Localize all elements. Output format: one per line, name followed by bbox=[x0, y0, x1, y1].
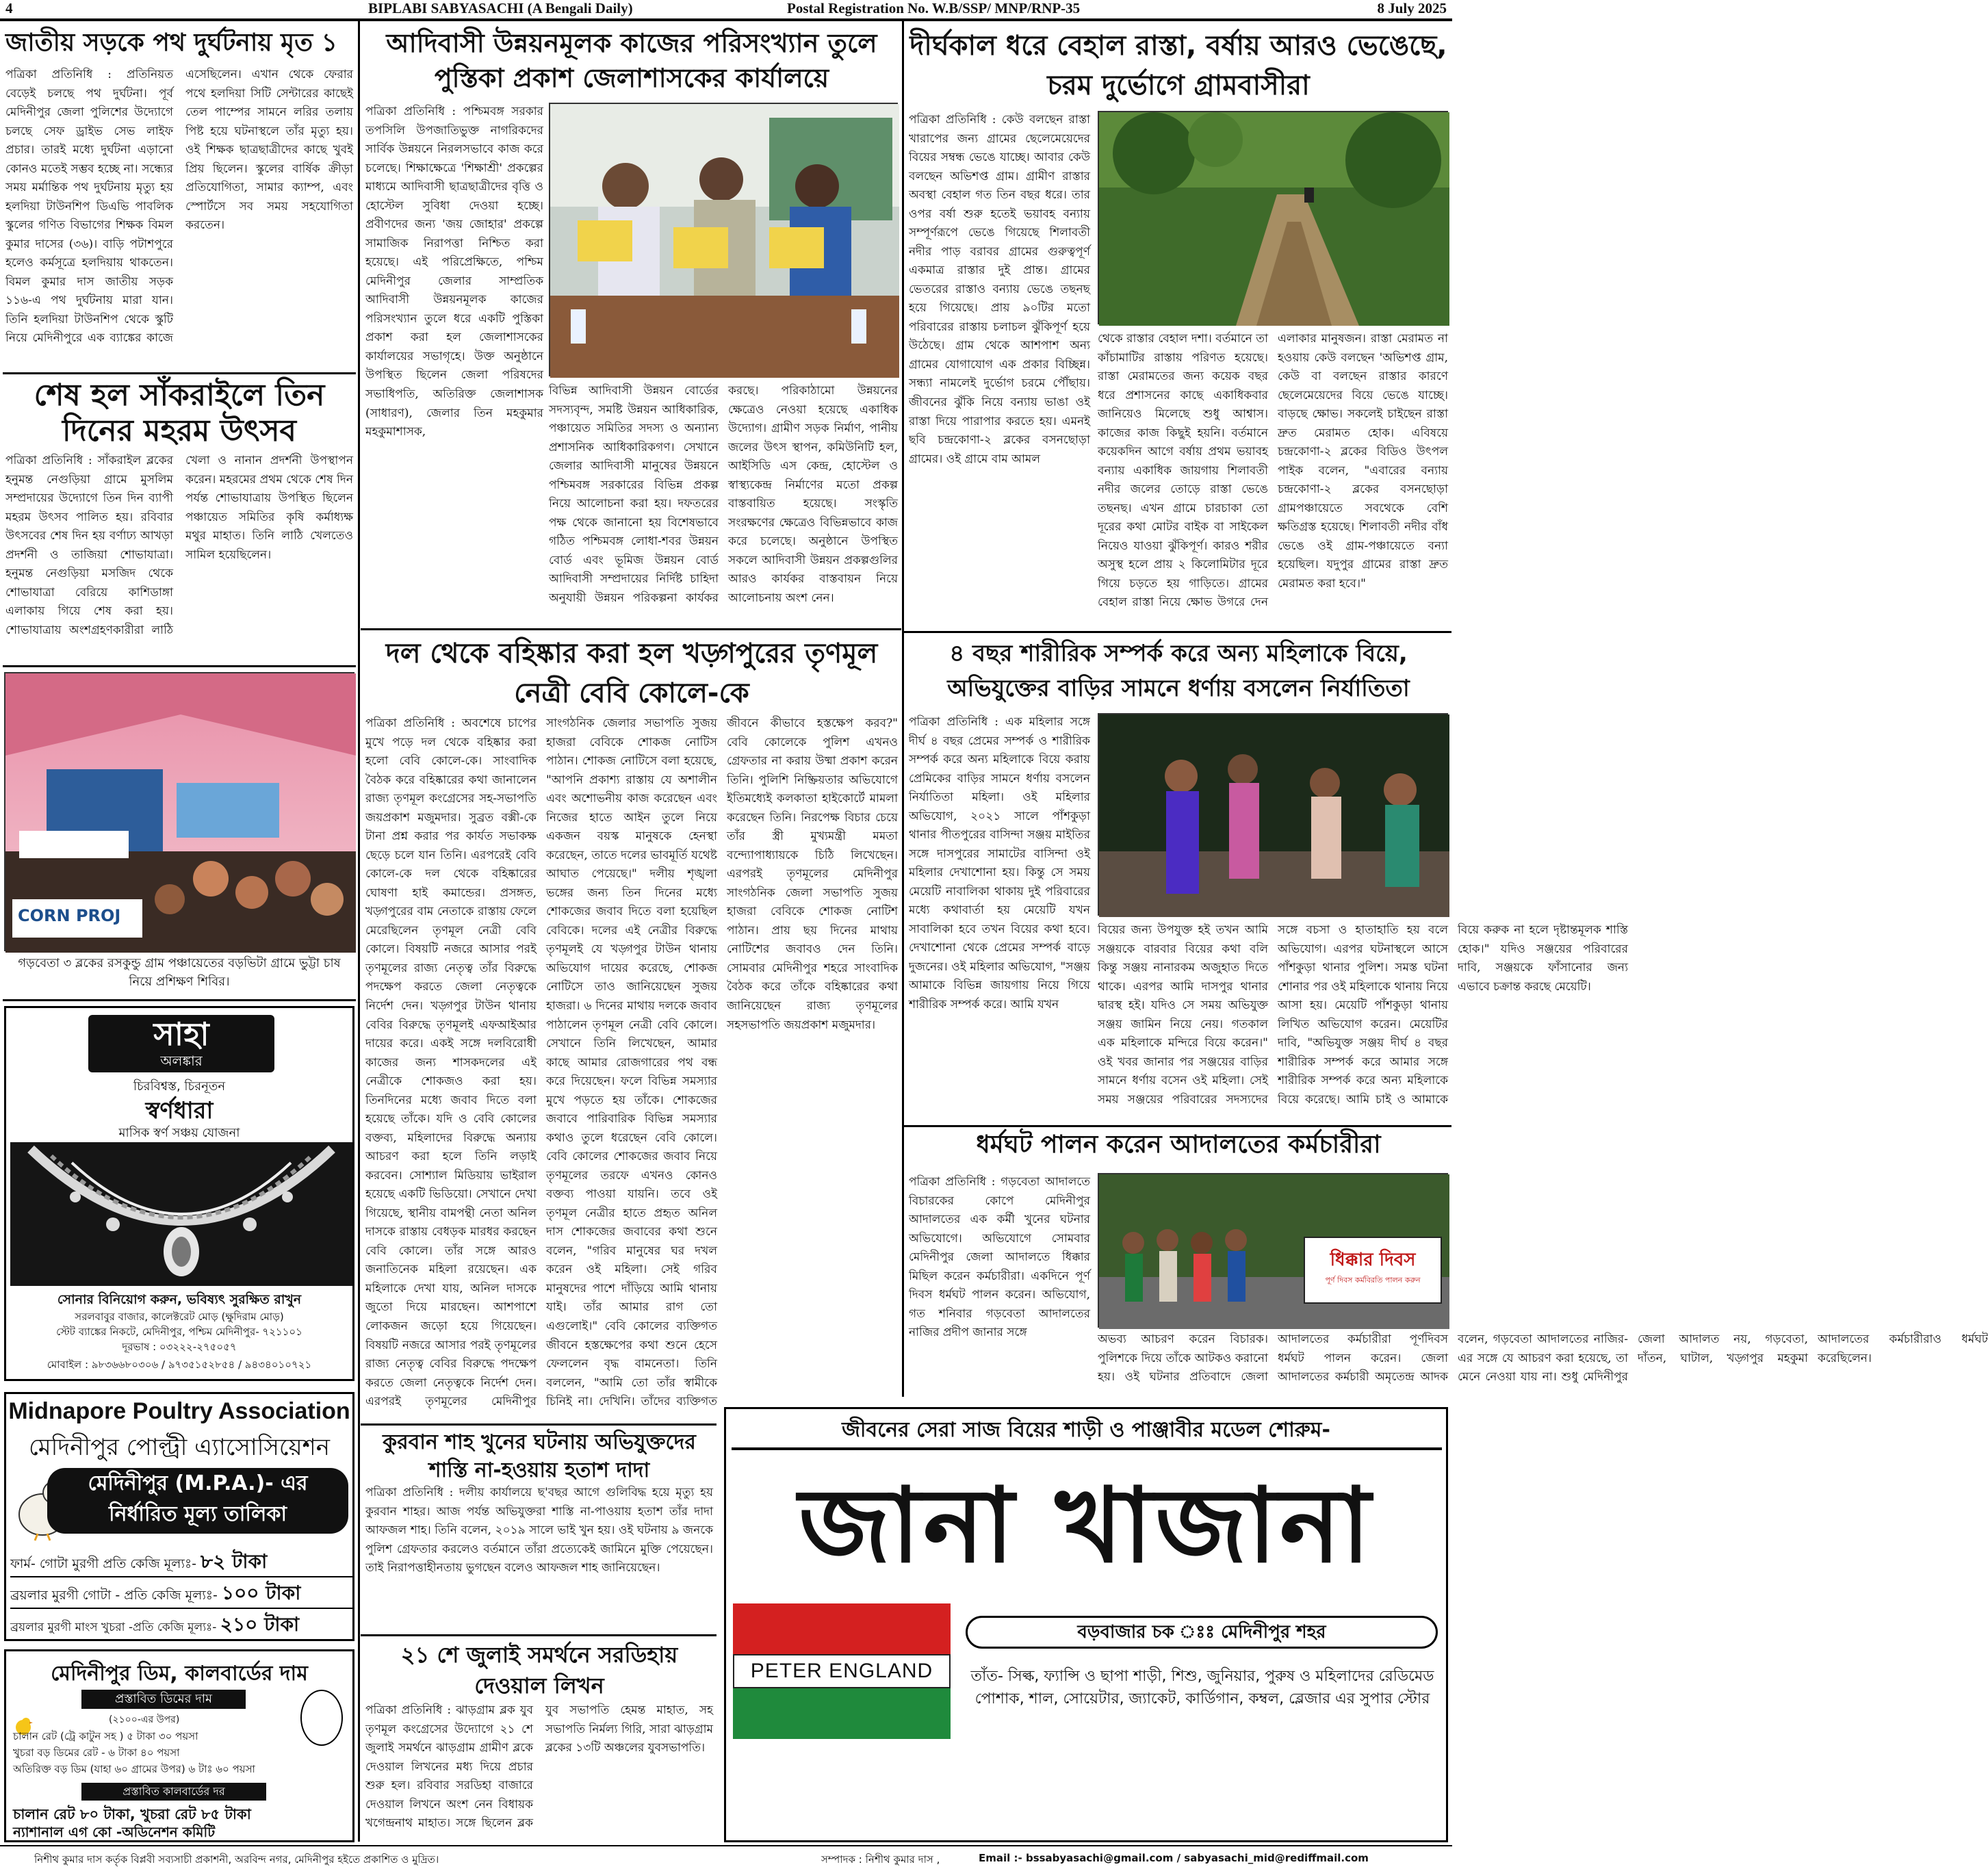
egg-price-ad bbox=[4, 1649, 354, 1842]
rate-row bbox=[10, 1546, 352, 1577]
jana-rule bbox=[732, 1447, 1442, 1450]
jewellery-mobile: মোবাইল : ৯৮৩৬৬৮০৩০৬ / ৯৭৩৫১৫২৮৫৪ / ৯৪৩৪০১০৭২১ bbox=[47, 1358, 312, 1371]
jana-top-line: জীবনের সেরা সাজ বিয়ের শাড়ী ও পাঞ্জাবীর মডেল শোরুম- bbox=[842, 1418, 1330, 1442]
necklace-graphic bbox=[10, 1142, 352, 1286]
rate-title-1: মেদিনীপুর (M.P.A.)- এর bbox=[88, 1471, 308, 1495]
postal-registration: Postal Registration No. W.B/SSP/ MNP/RNP-35 bbox=[787, 0, 1081, 16]
poultry-title-en: Midnapore Poultry Association bbox=[8, 1398, 350, 1424]
rate-label: ব্রয়লার মুরগী মাংস খুচরা -প্রতি কেজি মূল্যঃ- bbox=[10, 1621, 217, 1634]
article-headline: কুরবান শাহ খুনের ঘটনায় অভিযুক্তদের শাস্তি না-হওয়ায় হতাশ দাদা bbox=[383, 1430, 696, 1482]
rate-label: ফার্ম- গোটা মুরগী প্রতি কেজি মূল্যঃ- bbox=[10, 1556, 196, 1571]
article-muharram bbox=[5, 378, 353, 665]
divider bbox=[3, 999, 356, 1001]
jewellery-slogan: সোনার বিনিয়োগ করুন, ভবিষ্যৎ সুরক্ষিত রাখুন bbox=[57, 1292, 302, 1307]
footer bbox=[0, 1849, 1452, 1868]
rate-price: ১০০ টাকা bbox=[221, 1582, 301, 1604]
logo-sub: অলঙ্কার bbox=[160, 1053, 203, 1069]
footer-rule bbox=[0, 1845, 1452, 1846]
egg-line: চালান রেট (ট্রে কাটুন সহ ) ৫ টাকা ৩০ পয়সা bbox=[13, 1730, 198, 1742]
printer-line: নিশীথ কুমার দাস কর্তৃক বিপ্লবী সব্যসাচী প্রকাশনী, অরবিন্দ নগর, মেদিনীপুর হইতে প্রকাশিত ও মুদ্রিত। bbox=[34, 1853, 439, 1866]
article-headline: আদিবাসী উন্নয়নমূলক কাজের পরিসংখ্যান তুলে পুস্তিকা প্রকাশ জেলাশাসকের কার্যালয়ে bbox=[386, 28, 877, 94]
article-kurban bbox=[365, 1429, 713, 1634]
egg-committee: ন্যাশানাল এগ কো -অডিনেশন কমিটি bbox=[13, 1824, 216, 1840]
rate-list-banner bbox=[47, 1468, 348, 1534]
strike-banner-text: ধিক্কার দিবস bbox=[1330, 1250, 1416, 1270]
article-headline: জাতীয় সড়কে পথ দুর্ঘটনায় মৃত ১ bbox=[5, 29, 337, 57]
issue-date: 8 July 2025 bbox=[1377, 0, 1447, 16]
rate-row bbox=[10, 1609, 352, 1640]
article-tribal-booklet bbox=[365, 26, 898, 628]
article-body-continued bbox=[1098, 1330, 1988, 1393]
column-divider bbox=[902, 21, 904, 1397]
article-body-part bbox=[909, 1173, 1090, 1393]
article-body: পত্রিকা প্রতিনিধি : গড়বেতা আদালতে বিচারকের কোপে মেদিনীপুর আদালতের এক কর্মী খুনের ঘটনার অভিযোগে। অভিযোগে সোমবার মেদিনীপুর জেলা আদালতে ধিক্কার মিছিল করেন কর্মচারীরা। একদিনে পূর্ণ দিবস ধর্মঘট পালন করেন। অভিযোগ, গত শনিবার গড়বেতা আদালতের নাজির প্রদীপ জানার সঙ্গে bbox=[909, 1175, 1090, 1340]
rate-price: ৮২ টাকা bbox=[200, 1550, 268, 1573]
article-headline: দীর্ঘকাল ধরে বেহাল রাস্তা, বর্ষায় আরও ভেঙেছে, চরম দুর্ভোগে গ্রামবাসীরা bbox=[909, 30, 1447, 101]
egg-line: অতিরিক্ত বড় ডিম (যাহা ৬০ গ্রামের উপর) ৬ টাঃ ৬০ পয়সা bbox=[13, 1763, 255, 1775]
training-caption: গড়বেতা ৩ ব্লকের রসকুন্ডু গ্রাম পঞ্চায়েতের বড়ভিটা গ্রামে ভুট্টা চাষ নিয়ে প্রশিক্ষণ শিবির। bbox=[18, 956, 341, 989]
logo-main: সাহা bbox=[153, 1016, 209, 1053]
brand-stripe-green bbox=[733, 1688, 951, 1739]
rate-label: ব্রয়লার মুরগী গোটা - প্রতি কেজি মূল্যঃ- bbox=[10, 1588, 218, 1603]
page-number: 4 bbox=[5, 0, 13, 16]
divider bbox=[3, 665, 356, 667]
article-headline: শেষ হল সাঁকরাইলে তিন দিনের মহরম উৎসব bbox=[34, 378, 325, 448]
jana-address: বড়বাজার চক ঃঃ মেদিনীপুর শহর bbox=[966, 1616, 1438, 1649]
jewellery-tagline: চিরবিশ্বস্ত, চিরনূতন bbox=[133, 1079, 226, 1094]
brand-stripe-red bbox=[733, 1603, 951, 1654]
article-headline: ২১ শে জুলাই সমর্থনে সরডিহায় দেওয়াল লিখন bbox=[400, 1642, 678, 1699]
article-marriage bbox=[909, 636, 1628, 1122]
dharna-photo bbox=[1098, 713, 1448, 916]
article-expelled bbox=[365, 634, 898, 1418]
damaged-road-photo bbox=[1098, 111, 1448, 324]
egg-heading: প্রস্তাবিত ডিমের দাম bbox=[81, 1690, 246, 1709]
article-body: পত্রিকা প্রতিনিধি : সাঁকরাইল ব্লকের হনুমন্ত নেগুড়িয়া গ্রামে মুসলিম সম্প্রদায়ের উদ্যোগে তিন দিন ব্যাপী মহরম উৎসব পালিত হয়। রবিবার উৎসবের শেষ দিন হয় বর্ণাঢ্য আখড়া প্রদর্শনী ও তাজিয়া শোভাযাত্রা। হনুমন্ত নেগুড়িয়া মসজিদ থেকে শোভাযাত্রা বেরিয়ে কাশিডাঙ্গা এলাকায় গিয়ে শেষ করা হয়। শোভাযাত্রায় অংশগ্রহণকারীরা লাঠি খেলা ও নানান প্রদর্শনী উপস্থাপন করেন। মহরমের প্রথম থেকে শেষ দিন পর্যন্ত শোভাযাত্রায় উপস্থিত ছিলেন পঞ্চায়েত সমিতির কৃষি কর্মাধ্যক্ষ মথুর মাহাত। তিনি লাঠি খেলতেও সামিল হয়েছিলেন। bbox=[5, 454, 353, 637]
article-july21 bbox=[365, 1640, 713, 1842]
divider bbox=[3, 372, 356, 374]
article-body: বিভিন্ন আদিবাসী উন্নয়ন বোর্ডের সদস্যবৃন্দ, সমষ্টি উন্নয়ন আধিকারিক, পঞ্চায়েত সমিতির সদস্য ও অন্যান্য প্রশাসনিক আধিকারিকগণ। সেখানে জেলার আদিবাসী মানুষের উন্নয়নে পশ্চিমবঙ্গ সরকারের বিভিন্ন প্রকল্প নিয়ে আলোচনা করা হয়। দফতরের পক্ষ থেকে জানানো হয় বিশেষভাবে গঠিত পশ্চিমবঙ্গ লোধা-শবর উন্নয়ন বোর্ড এবং ভূমিজ উন্নয়ন বোর্ড আদিবাসী সম্প্রদায়ের নির্দিষ্ট চাহিদা অনুযায়ী উন্নয়ন পরিকল্পনা কার্যকর করছে। পরিকাঠামো উন্নয়নের ক্ষেত্রেও নেওয়া হয়েছে একাধিক উদ্যোগ। গ্রামীণ সড়ক নির্মাণ, পানীয় জলের উৎস স্থাপন, কমিউনিটি হল, আইসিডি এস কেন্দ্র, হোস্টেল ও স্বাস্থ্যকেন্দ্র নির্মাণের মতো প্রকল্প বাস্তবায়িত হয়েছে। সংস্কৃতি সংরক্ষণের ক্ষেত্রেও বিভিন্নভাবে কাজ করে চলেছে। অনুষ্ঠানে উপস্থিত সকলে আদিবাসী উন্নয়ন প্রকল্পগুলির আরও কার্যকর বাস্তবায়ন নিয়ে আলোচনায় অংশ নেন। bbox=[549, 384, 898, 605]
court-strike-photo bbox=[1098, 1173, 1448, 1328]
article-body-continued bbox=[1098, 921, 1628, 1120]
paper-name: BIPLABI SABYASACHI (A Bengali Daily) bbox=[368, 0, 633, 16]
divider bbox=[361, 1634, 717, 1636]
article-headline: দল থেকে বহিষ্কার করা হল খড়্গপুরের তৃণমূল নেত্রী বেবি কোলে-কে bbox=[385, 638, 878, 709]
article-roads bbox=[909, 26, 1448, 628]
scheme-sub: মাসিক স্বর্ণ সঞ্চয় যোজনা bbox=[118, 1126, 240, 1140]
jewellery-address-1: সরলবাবুর বাজার, কালেক্টরেট মোড় (ক্ষুদিরাম মোড়) bbox=[75, 1311, 284, 1323]
training-photo bbox=[4, 672, 354, 951]
article-body: অভব্য আচরণ করেন বিচারক। পুলিশকে দিয়ে তাঁকে আটকও করানো হয়। ওই ঘটনার প্রতিবাদে জেলা আদালতের কর্মচারীরা পূর্ণদিবস ধর্মঘট পালন করেন। জেলা আদালতের কর্মচারী অমৃতেন্দ্র আদক বলেন, গড়বেতা আদালতের নাজির-এর সঙ্গে যে আচরণ করা হয়েছে, তা মেনে নেওয়া যায় না। শুধু মেদিনীপুর জেলা আদালত নয়, গড়বেতা, দাঁতন, ঘাটাল, খড়্গপুর মহকুমা আদালতের কর্মচারীরাও ধর্মঘট করেছিলেন। bbox=[1098, 1332, 1988, 1384]
article-headline: ৪ বছর শারীরিক সম্পর্ক করে অন্য মহিলাকে বিয়ে, অভিযুক্তের বাড়ির সামনে ধর্ণায় বসলেন নির্যাতিতা bbox=[947, 640, 1410, 702]
bird-price-line: চালান রেট ৮০ টাকা, খুচরা রেট ৮৫ টাকা bbox=[13, 1806, 251, 1822]
egg-ad-title: মেদিনীপুর ডিম, কালবার্ডের দাম bbox=[51, 1662, 308, 1686]
booklet-release-photo bbox=[549, 103, 898, 376]
scheme-name: স্বর্ণধারা bbox=[145, 1097, 214, 1124]
masthead-rule bbox=[0, 18, 1452, 21]
article-accident bbox=[5, 29, 353, 370]
egg-note: (২১০০-এর উপর) bbox=[109, 1714, 180, 1725]
peter-england-logo: PETER ENGLAND bbox=[733, 1654, 951, 1688]
bird-heading: প্রস্তাবিত কালবার্ডের দর bbox=[81, 1783, 266, 1801]
email-line[interactable]: Email :- bssabyasachi@gmail.com / sabyasachi_mid@rediffmail.com bbox=[979, 1852, 1369, 1864]
rate-row bbox=[10, 1577, 352, 1609]
jewellery-phone: দূরভাষ : ০৩২২২-২৭৫০৫৭ bbox=[122, 1341, 237, 1353]
rate-title-2: নির্ধারিত মূল্য তালিকা bbox=[108, 1502, 287, 1526]
article-body-part bbox=[365, 103, 543, 623]
poultry-ad bbox=[4, 1392, 354, 1641]
article-headline: ধর্মঘট পালন করেন আদালতের কর্মচারীরা bbox=[976, 1131, 1381, 1159]
egg-price-lines bbox=[13, 1728, 300, 1777]
jewellery-logo bbox=[88, 1015, 274, 1072]
article-body: পত্রিকা প্রতিনিধি : কেউ বলছেন রাস্তা খারাপের জন্য গ্রামের ছেলেমেয়েদের বিয়ের সম্বন্ধ ভেঙে যাচ্ছে। আবার কেউ বলছেন অভিশপ্ত গ্রাম। গ্রামীণ রাস্তার অবস্থা বেহাল গত তিন বছর ধরে। তার ওপর বর্ষা শুরু হতেই ভয়াবহ বন্যায় সম্পূর্ণরূপে ভেঙে গিয়েছে শিলাবতী নদীর পাড় বরাবর গ্রামের গুরুত্বপূর্ণ একমাত্র রাস্তার দুই প্রান্ত। গ্রামের ভেতরের রাস্তাও বন্যায় ভেঙে তছনছ হয়ে গিয়েছে। প্রায় ৯০টির মতো পরিবারের রাস্তায় চলাচল ঝুঁকিপূর্ণ হয়ে উঠেছে। গ্রাম থেকে আশপাশ অন্য গ্রামের যোগাযোগ এক প্রকার বিচ্ছিন্ন। সন্ধ্যা নামলেই দুর্ভোগ চরমে পৌঁছায়। জীবনের ঝুঁকি নিয়ে বন্যায় ভাঙা ওই রাস্তা দিয়ে পারাপার করতে হয়। এমনই ছবি চন্দ্রকোণা-২ ব্লকের বসনছোড়া গ্রামের। ওই গ্রামে বাম আমল bbox=[909, 113, 1090, 466]
rate-price: ২১০ টাকা bbox=[220, 1613, 300, 1636]
article-body: পত্রিকা প্রতিনিধি : দলীয় কার্যালয়ে ছ'বছর আগে গুলিবিদ্ধ হয়ে মৃত্যু হয় কুরবান শাহর। আজ পর্যন্ত অভিযুক্তরা শাস্তি না-পাওয়ায় হতাশ তাঁর দাদা আফজল শাহ। তিনি বলেন, ২০১৯ সালে ভাই খুন হয়। ওই ঘটনায় ৯ জনকে পুলিশ গ্রেফতার করলেও বর্তমানে তাঁরা প্রত্যেকেই জামিনে মুক্তি পেয়েছেন। তাই নিরাপত্তাহীনতায় ভুগছেন বলেও আফজল শাহ জানিয়েছেন। bbox=[365, 1486, 713, 1575]
jana-khajana-ad bbox=[724, 1407, 1448, 1842]
jana-items: তাঁত- সিল্ক, ফ্যান্সি ও ছাপা শাড়ী, শিশু, জুনিয়ার, পুরুষ ও মহিলাদের রেডিমেড পোশাক, শাল, সোয়েটার, জ্যাকেট, কার্ডিগান, কম্বল, ব্লেজার এর সুপার স্টোর bbox=[970, 1668, 1434, 1707]
column-divider bbox=[358, 21, 360, 1842]
article-body: পত্রিকা প্রতিনিধি : পশ্চিমবঙ্গ সরকার তপসিলি উপজাতিভুক্ত নাগরিকদের সার্বিক উন্নয়নে নিরলসভাবে কাজ করে চলেছে। শিক্ষাক্ষেত্রে 'শিক্ষাশ্রী' প্রকল্পের মাধ্যমে আদিবাসী ছাত্রছাত্রীদের বৃত্তি ও হোস্টেল সুবিধা দেওয়া হচ্ছে। প্রবীণদের জন্য 'জয় জোহার' প্রকল্পে সামাজিক নিরাপত্তা নিশ্চিত করা হয়েছে। এই পরিপ্রেক্ষিতে, পশ্চিম মেদিনীপুর জেলার সাম্প্রতিক আদিবাসী উন্নয়নমূলক কাজের পরিসংখ্যান তুলে ধরে একটি পুস্তিকা প্রকাশ করা হল জেলাশাসকের কার্যালয়ের সভাগৃহে। উক্ত অনুষ্ঠানে উপস্থিত ছিলেন জেলা পরিষদের সভাধিপতি, অতিরিক্ত জেলাশাসক (সাধারণ), জেলার তিন মহকুমার মহকুমাশাসক, bbox=[365, 105, 543, 439]
corn-project-banner: CORN PROJ bbox=[18, 906, 121, 925]
jana-name: জানা খাজানা bbox=[799, 1467, 1373, 1586]
divider bbox=[361, 1423, 717, 1426]
divider bbox=[904, 631, 1451, 633]
egg-icon bbox=[300, 1690, 343, 1746]
egg-line: খুচরা বড় ডিমের রেট - ৬ টাকা ৪০ পয়সা bbox=[13, 1746, 180, 1759]
editor-line: সম্পাদক : নিশীথ কুমার দাস , bbox=[821, 1853, 940, 1866]
article-body: পত্রিকা প্রতিনিধি : প্রতিনিয়ত বেড়েই চলছে পথ দুর্ঘটনা। পূর্ব মেদিনীপুর জেলা পুলিশের উদ্যোগে চলছে সেফ ড্রাইভ সেভ লাইফ প্রচার। তারই মধ্যে দুর্ঘটনা এড়ানো কোনও মতেই সম্ভব হচ্ছে না। সন্ধ্যের সময় মর্মান্তিক পথ দুর্ঘটনায় মৃত্যু হয় হলদিয়া টাউনশিপ ডিএভি পাবলিক স্কুলের গণিত বিভাগের শিক্ষক বিমল কুমার দাসের (৩৬)। বাড়ি পটাশপুরে হলেও কর্মসূত্রে হলদিয়ায় থাকতেন। বিমল কুমার দাস জাতীয় সড়ক ১১৬-এ পথ দুর্ঘটনায় মারা যান। তিনি হলদিয়া টাউনশিপ থেকে স্কুটি নিয়ে মেদিনীপুরে এক ব্যাঙ্কের কাজে এসেছিলেন। এখান থেকে ফেরার পথে হলদিয়া সিটি সেন্টারের কাছেই তেল পাম্পের সামনে লরির তলায় পিষ্ট হয়ে ঘটনাস্থলে তাঁর মৃত্যু হয়। ওই শিক্ষক ছাত্রছাত্রীদের কাছে খুবই প্রিয় ছিলেন। স্কুলের বার্ষিক ক্রীড়া প্রতিযোগিতা, সামার ক্যাম্প, এবং স্পোর্টসে সব সময় সহযোগিতা করতেন। bbox=[5, 68, 353, 346]
jewellery-address-2: স্টেট ব্যাঙ্কের নিকটে, মেদিনীপুর, পশ্চিম মেদিনীপুর- ৭২১১০১ bbox=[56, 1326, 302, 1338]
article-body-part bbox=[909, 713, 1090, 1120]
article-body: পত্রিকা প্রতিনিধি : ঝাড়গ্রাম ব্লক যুব তৃণমূল কংগ্রেসের উদ্যোগে ২১ শে জুলাই সমর্থনে ঝাড়গ্রাম গ্রামীণ ব্লকে দেওয়াল লিখনের মধ্য দিয়ে প্রচার শুরু হল। রবিবার সরডিহা বাজারে দেওয়াল লিখনে অংশ নেন বিধায়ক খগেন্দ্রনাথ মাহাত। সঙ্গে ছিলেন ব্লক যুব সভাপতি হেমন্ত মাহাত, সহ সভাপতি নির্মল্য গিরি, সারা ঝাড়গ্রাম ব্লকের ১৩টি অঞ্চলের যুবসভাপতি। bbox=[365, 1703, 713, 1831]
article-court-strike bbox=[909, 1131, 1988, 1396]
jewellery-ad bbox=[4, 1006, 354, 1381]
masthead bbox=[0, 0, 1452, 18]
strike-banner-sub: পূর্ণ দিবস কর্মবিরতি পালন করুন bbox=[1325, 1276, 1421, 1285]
article-body-continued bbox=[1098, 330, 1448, 624]
article-body-part bbox=[909, 111, 1090, 624]
divider bbox=[361, 628, 901, 630]
poultry-title-bn: মেদিনীপুর পোল্ট্রী এ্যাসোসিয়েশন bbox=[28, 1434, 331, 1461]
article-body: বিয়ের জন্য উপযুক্ত হই তখন আমি সঞ্জয়কে বারবার বিয়ের কথা বলি কিন্তু সঞ্জয় নানারকম অজুহাত দিতে থাকে। এরপর আমি দাসপুর থানার দ্বারস্থ হই। যদিও সে সময় অভিযুক্ত সঞ্জয় জামিন নিয়ে নেয়। গতকাল এক মহিলাকে মন্দিরে বিয়ে করেন।" ওই খবর জানার পর সঞ্জয়ের বাড়ির সামনে ধর্ণায় বসেন ওই মহিলা। সেই সময় সঞ্জয়ের পরিবারের সদস্যদের সঙ্গে বচসা ও হাতাহাতি হয় বলে অভিযোগ। এরপর ঘটনাস্থলে আসে পাঁশকুড়া থানার পুলিশ। সমস্ত ঘটনা শোনার পর ওই মহিলাকে থানায় নিয়ে আসা হয়। মেয়েটি পাঁশকুড়া থানায় লিখিত অভিযোগ করেন। মেয়েটির দাবি, "অভিযুক্ত সঞ্জয় দীর্ঘ ৪ বছর শারীরিক সম্পর্ক করে আমার সঙ্গে শারীরিক সম্পর্ক করে অন্য মহিলাকে বিয়ে করেছে। আমি চাই ও আমাকে বিয়ে করুক না হলে দৃষ্টান্তমূলক শাস্তি হোক।" যদিও সঞ্জয়ের পরিবারের দাবি, সঞ্জয়কে ফাঁসানোর জন্য এভাবে চক্রান্ত করছে মেয়েটি। bbox=[1098, 923, 1628, 1107]
divider bbox=[904, 1125, 1451, 1127]
article-body: পত্রিকা প্রতিনিধি : অবশেষে চাপের মুখে পড়ে দল থেকে বহিষ্কার করা হলো বেবি কোলে-কে। সাংবাদিক বৈঠক করে বহিষ্কারের কথা জানালেন রাজ্য তৃণমূল কংগ্রেসের সহ-সভাপতি জয়প্রকাশ মজুমদার। সুব্রত বক্সী-কে টানা প্রশ্ন করার পর কার্যত সভাকক্ষ ছেড়ে চলে যান তিনি। এরপরেই বেবি কোলে-কে দল থেকে বহিষ্কারের ঘোষণা হাই কমান্ডের। প্রসঙ্গত, খড়্গপুরের বাম নেতাকে রাস্তায় ফেলে মেরেছিলেন তৃণমূল নেত্রী বেবি কোলে। বিষয়টি নজরে আসার পরই তৃণমূলের রাজ্য নেতৃত্ব তাঁর বিরুদ্ধে পদক্ষেপ করতে জেলা নেতৃত্বকে নির্দেশ দেন। খড়্গপুর টাউন থানায় বেবির বিরুদ্ধে তৃণমূলই এফআইআর দায়ের করে। একই সঙ্গে দলবিরোধী কাজের জন্য শাসকদলের এই নেত্রীকে শোকজও করা হয়। তিনদিনের মধ্যে জবাব দিতে বলা হয়েছে তাঁকে। যদি ও বেবি কোলের বক্তব্য, মহিলাদের বিরুদ্ধে অন্যায় আচরণ করা হলে তিনি লড়াই করবেন। সোশ্যাল মিডিয়ায় ভাইরাল হয়েছে একটি ভিডিয়ো। সেখানে দেখা গিয়েছে, স্থানীয় বামপন্থী নেতা অনিল দাসকে রাস্তায় বেধড়ক মারধর করছেন বেবি কোলে। তাঁর সঙ্গে আরও জনাতিনেক মহিলা রয়েছেন। এক মহিলাকে দেখা যায়, অনিল দাসকে জুতো দিয়ে মারছেন। আশপাশে লোকজন জড়ো হয়ে গিয়েছেন। বিষয়টি নজরে আসার পরই তৃণমূলের রাজ্য নেতৃত্ব বেবির বিরুদ্ধে পদক্ষেপ করতে জেলা নেতৃত্বকে নির্দেশ দেন। এরপরই তৃণমূলের মেদিনীপুর সাংগঠনিক জেলার সভাপতি সুজয় হাজরা বেবিকে শোকজ নোটিস পাঠান। শোকজ নোটিসে বলা হয়েছে, "আপনি প্রকাশ্য রাস্তায় যে অশালীন এবং অশোভনীয় কাজ করেছেন এবং নিজের হাতে আইন তুলে নিয়ে একজন বয়স্ক মানুষকে হেনস্থা করেছেন, তাতে দলের ভাবমূর্তি যথেষ্ট আঘাত পেয়েছে।" দলীয় শৃঙ্খলা ভঙ্গের জন্য তিন দিনের মধ্যে শোকজের জবাব দিতে বলা হয়েছিল বেবিকে। দলের এই নেত্রীর বিরুদ্ধে তৃণমূলই যে খড়্গপুর টাউন থানায় অভিযোগ দায়ের করেছে, শোকজ নোটিসে তাও জানিয়েছেন সুজয় হাজরা। ৬ দিনের মাথায় দলকে জবাব পাঠালেন তৃণমূল নেত্রী বেবি কোলে। সেখানে তিনি লিখেছেন, আমার কাছে আমার রোজগারের পথ বন্ধ করে দিয়েছেন। ফলে বিভিন্ন সমস্যার মুখে পড়তে হয় তাঁকে। শোকজের জবাবে পারিবারিক বিভিন্ন সমস্যার কথাও তুলে ধরেছেন বেবি কোলে। বেবি কোলের শোকজের জবাব নিয়ে তৃণমূলের তরফে এখনও কোনও বক্তব্য পাওয়া যায়নি। তবে ওই তৃণমূল নেত্রীর হাতে প্রহৃত অনিল দাস শোকজের জবাবের কথা শুনে বলেন, "গরিব মানুষের ঘর দখল করেন ওই মহিলা। সেই গরিব মানুষদের পাশে দাঁড়িয়ে আমি থানায় যাই। তাঁর আমার রাগ তো এগুলোই।" বেবি কোলের ব্যক্তিগত জীবনে হস্তক্ষেপের কথা শুনে হেসে ফেললেন বৃদ্ধ বামনেতা। তিনি বললেন, "আমি তো তাঁর স্বামীকে চিনিই না। দেখিনি। তাঁদের ব্যক্তিগত জীবনে কীভাবে হস্তক্ষেপ করব?" বেবি কোলেকে পুলিশ এখনও গ্রেফতার না করায় উষ্মা প্রকাশ করেন তিনি। পুলিশি নিষ্ক্রিয়তার অভিযোগে ইতিমধ্যেই কলকাতা হাইকোর্টে মামলা করেছেন তিনি। নিরপেক্ষ বিচার চেয়ে তাঁর স্ত্রী মুখ্যমন্ত্রী মমতা বন্দ্যোপাধ্যায়কে চিঠি লিখেছেন। এরপরই তৃণমূলের মেদিনীপুর সাংগঠনিক জেলা সভাপতি সুজয় হাজরা বেবিকে শোকজ নোটিশ পাঠান। প্রায় ছয় দিনের মাথায় নোটিশের জবাবও দেন তিনি। সোমবার মেদিনীপুর শহরে সাংবাদিক বৈঠক করে তাঁকে বহিষ্কারের কথা জানিয়েছেন রাজ্য তৃণমূলের সহসভাপতি জয়প্রকাশ মজুমদার। bbox=[365, 717, 898, 1409]
poultry-rate-rows bbox=[10, 1546, 352, 1640]
article-body: থেকে রাস্তার বেহাল দশা। বর্তমানে তা কাঁচামাটির রাস্তায় পরিণত হয়েছে। রাস্তা মেরামতের জন্য কয়েক বছর ধরে প্রশাসনের কাছে একাধিকবার জানিয়েও মিলেছে শুধু আশ্বাস। কাজের কাজ কিছুই হয়নি। বর্তমানে কয়েকদিন আগে বর্ষায় প্রথম ভয়াবহ বন্যায় একাধিক জায়গায় শিলাবতী নদীর জলের তোড়ে রাস্তা ভেঙে তছনছ। এখন গ্রামে চারচাকা তো দূরের কথা মোটর বাইক বা সাইকেল নিয়েও যাওয়া ঝুঁকিপূর্ণ। কারও শরীর অসুস্থ হলে প্রায় ২ কিলোমিটার দূরে গিয়ে চড়তে হয় গাড়িতে। গ্রামের বেহাল রাস্তা নিয়ে ক্ষোভ উগরে দেন এলাকার মানুষজন। রাস্তা মেরামত না হওয়ায় কেউ বলছেন 'অভিশপ্ত গ্রাম, কেউ বা বলছেন রাস্তার কারণে ছেলেমেয়েদের বিয়ে ভেঙে যাচ্ছে। বাড়ছে ক্ষোভ। সকলেই চাইছেন রাস্তা দ্রুত মেরামত হোক। এবিষয়ে চন্দ্রকোণা-২ ব্লকের বিডিও উৎপল পাইক বলেন, "এবারের বন্যায় চন্দ্রকোণা-২ ব্লকের বসনছোড়া গ্রামপঞ্চায়েতে সবথেকে বেশি ক্ষতিগ্রস্ত হয়েছে। শিলাবতী নদীর বাঁধ ভেঙে ওই গ্রাম-পঞ্চায়েতে বন্যা হয়েছিল। যদুপুর গ্রামের রাস্তা দ্রুত মেরামত করা হবে।" bbox=[1098, 332, 1448, 610]
article-body: পত্রিকা প্রতিনিধি : এক মহিলার সঙ্গে দীর্ঘ ৪ বছর প্রেমের সম্পর্ক ও শারীরিক সম্পর্ক করে অন্য মহিলাকে বিয়ে করায় প্রেমিকের বাড়ির সামনে ধর্ণায় বসলেন নির্যাতিতা মহিলা। ওই মহিলার অভিযোগ, ২০২১ সালে পাঁশকুড়া থানার পীতপুরের বাসিন্দা সঞ্জয় মাইতির সঙ্গে দাসপুরের সামাটের বাসিন্দা ওই মহিলার দেখাশোনা হয়। কিন্তু সে সময় মেয়েটি নাবালিকা থাকায় দুই পরিবারের মধ্যে কথাবার্তা হয় মেয়েটি যখন সাবালিকা হবে তখন বিয়ের কথা হবে। দেখাশোনা থেকে প্রেমের সম্পর্ক বাড়ে দুজনের। ওই মহিলার অভিযোগ, "সঞ্জয় আমাকে বিভিন্ন জায়গায় নিয়ে গিয়ে শারীরিক সম্পর্ক করে। আমি যখন bbox=[909, 715, 1090, 1011]
article-body-continued bbox=[549, 382, 898, 623]
